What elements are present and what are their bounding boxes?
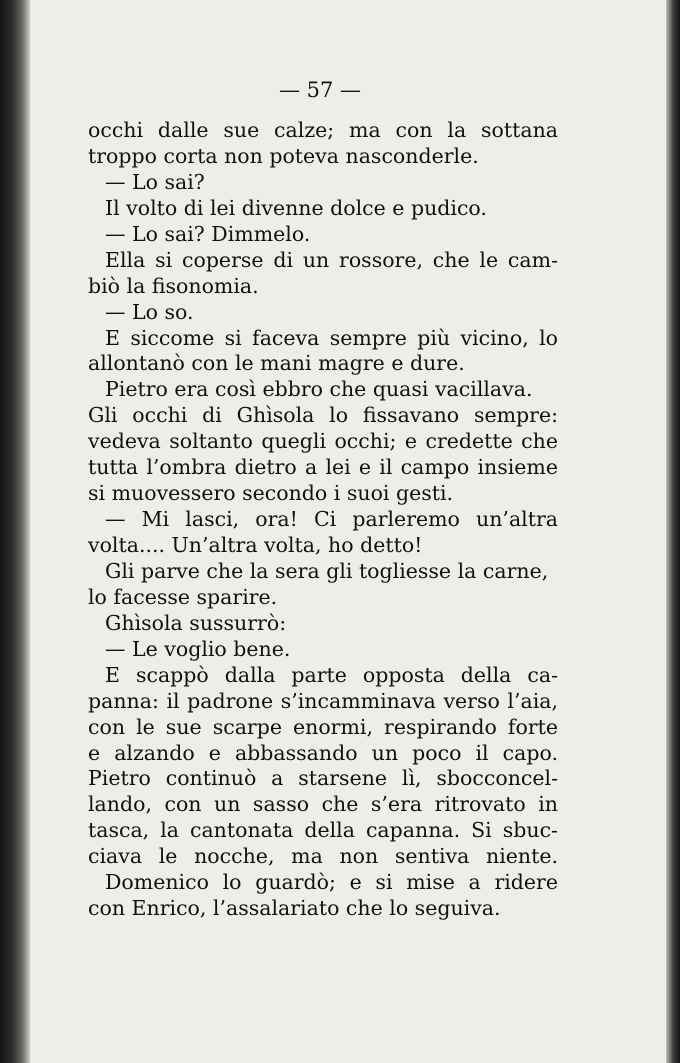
text-line: lo facesse sparire. xyxy=(88,584,278,609)
page-number: — 57 — xyxy=(278,78,362,102)
text-line: Gli occhi di Ghìsola lo fissavano sempre: xyxy=(88,403,558,428)
text-line: Ella si coperse di un rossore, che le cam- xyxy=(105,247,558,272)
text-line: allontanò con le mani magre e dure. xyxy=(88,351,465,376)
text-line: — Lo sai? Dimmelo. xyxy=(105,221,311,246)
text-line: occhi dalle sue calze; ma con la sottana xyxy=(88,118,558,142)
text-line: e alzando e abbassando un poco il capo. xyxy=(88,740,558,765)
page-edge-shadow xyxy=(666,0,680,1063)
body-text xyxy=(88,118,558,922)
text-line: — Lo so. xyxy=(105,299,194,324)
text-line: volta.... Un’altra volta, ho detto! xyxy=(88,533,423,557)
text-line: si muovessero secondo i suoi gesti. xyxy=(88,481,454,506)
text-line: Ghìsola sussurrò: xyxy=(105,610,287,635)
text-line: Domenico lo guardò; e si mise a ridere xyxy=(105,870,558,895)
text-line: Pietro era così ebbro che quasi vacillava. xyxy=(105,377,533,402)
book-spine-shadow xyxy=(0,0,30,1063)
text-line: tutta l’ombra dietro a lei e il campo insieme xyxy=(88,455,558,480)
text-line: con Enrico, l’assalariato che lo seguiva. xyxy=(88,896,501,921)
text-line: biò la fisonomia. xyxy=(88,273,259,298)
text-line: troppo corta non poteva nasconderle. xyxy=(88,143,479,168)
text-line: tasca, la cantonata della capanna. Si sbuc- xyxy=(88,818,558,843)
text-line: E siccome si faceva sempre più vicino, lo xyxy=(105,325,558,350)
text-line: Gli parve che la sera gli togliesse la carne, xyxy=(105,558,549,583)
text-line: E scappò dalla parte opposta della ca- xyxy=(105,662,558,687)
text-line: lando, con un sasso che s’era ritrovato in xyxy=(88,792,558,817)
text-line: Il volto di lei divenne dolce e pudico. xyxy=(105,195,487,220)
text-line: — Lo sai? xyxy=(105,169,205,194)
text-line: — Le voglio bene. xyxy=(105,636,291,661)
text-line: vedeva soltanto quegli occhi; e credette che xyxy=(88,429,558,454)
text-line: con le sue scarpe enormi, respirando forte xyxy=(88,714,558,739)
text-line: — Mi lasci, ora! Ci parleremo un’altra xyxy=(105,507,558,532)
text-line: ciava le nocche, ma non sentiva niente. xyxy=(88,844,558,869)
text-line: Pietro continuò a starsene lì, sbocconcel- xyxy=(88,766,558,791)
text-line: panna: il padrone s’incamminava verso l’aia, xyxy=(88,688,558,713)
